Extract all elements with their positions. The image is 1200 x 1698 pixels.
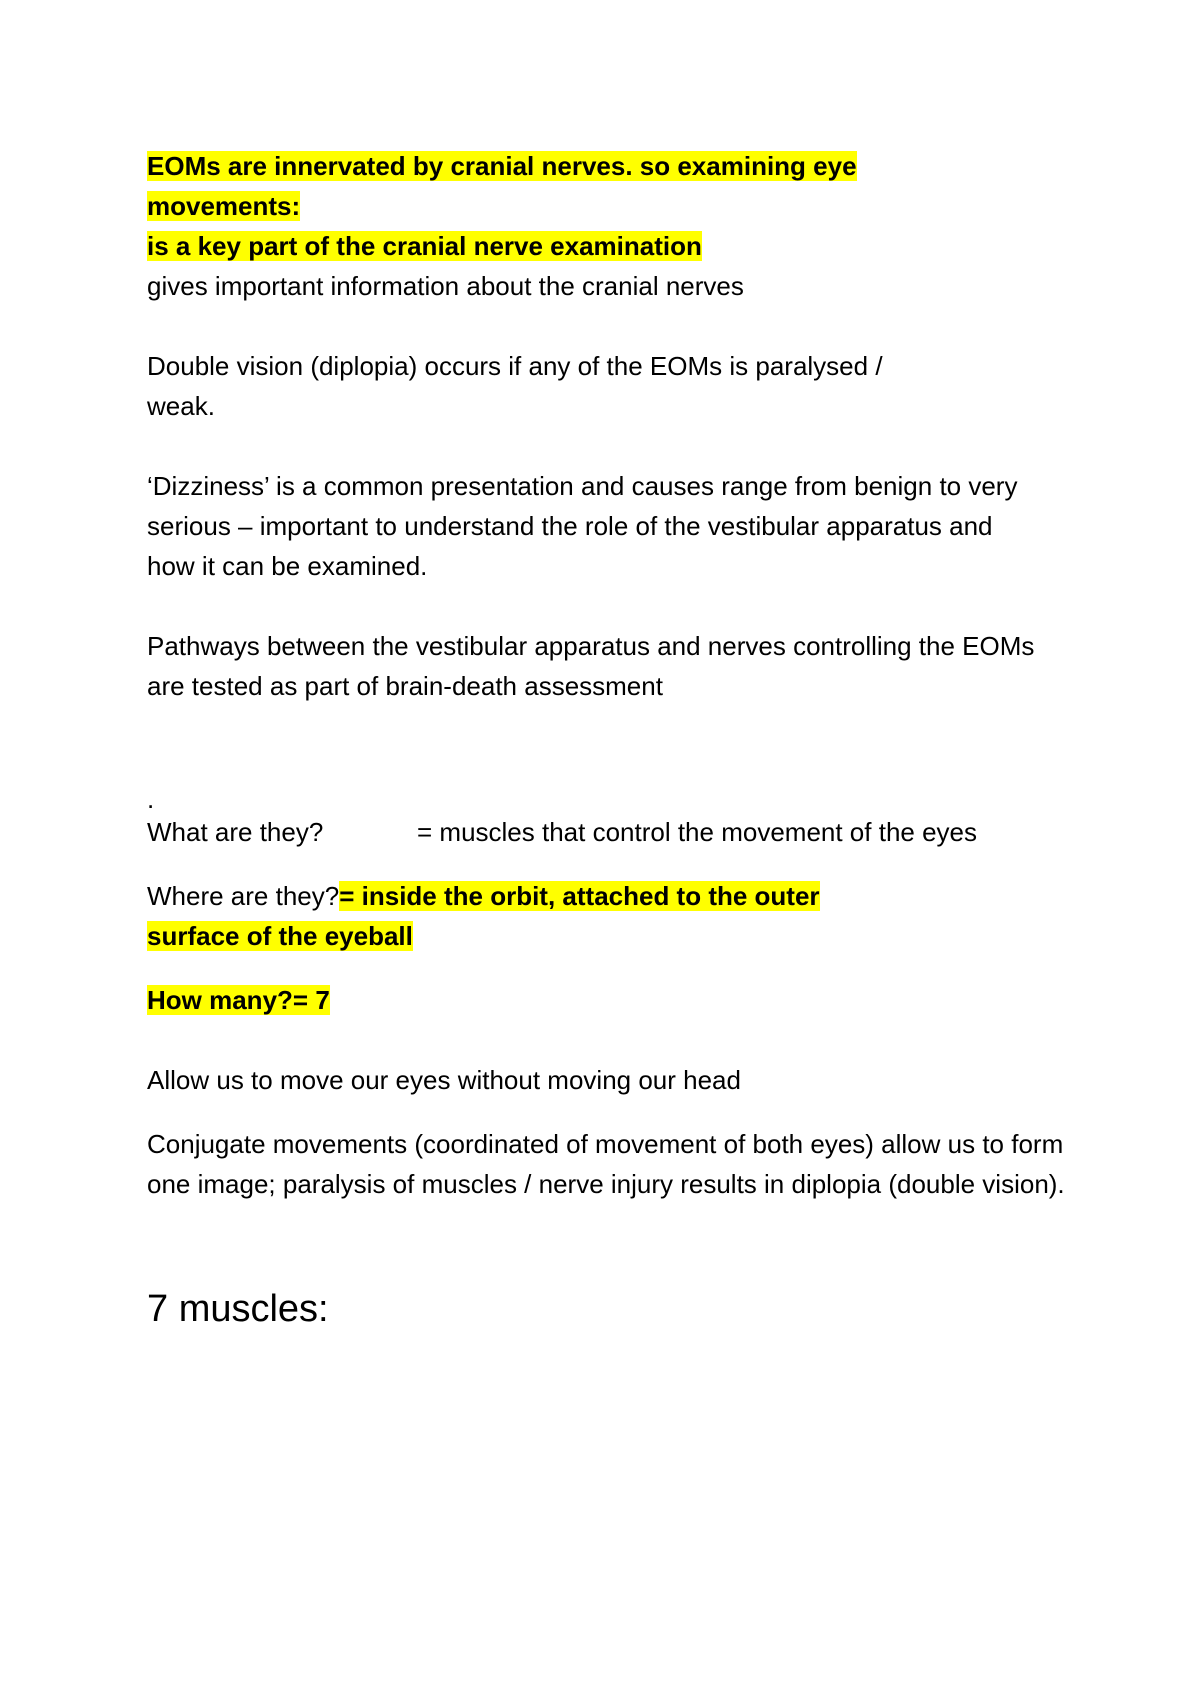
paragraph-diplopia: Double vision (diplopia) occurs if any of the EOMs is paralysed / weak. — [147, 351, 883, 421]
intro-highlight-line-3: is a key part of the cranial nerve examination — [147, 231, 702, 261]
section-heading: 7 muscles: — [147, 1288, 329, 1330]
qa-howmany-highlight — [147, 985, 330, 1015]
intro-highlight-line-1: EOMs are innervated by cranial nerves. so examining eye — [147, 151, 857, 181]
spacer — [147, 1204, 1087, 1284]
spacer — [147, 706, 1087, 786]
spacer — [147, 426, 1087, 466]
qa-where-row — [147, 876, 1087, 956]
qa-howmany-row — [147, 980, 1087, 1020]
note-conjugate: Conjugate movements (coordinated of movement of both eyes) allow us to form one image; paralysis of muscles / nerve injury results in diplopia (double vision). — [147, 1129, 1065, 1199]
intro-highlight-block — [147, 146, 1087, 306]
spacer — [147, 1100, 1087, 1124]
spacer — [147, 956, 1087, 980]
qa-what-row — [147, 812, 1087, 852]
qa-what-question: What are they? — [147, 817, 324, 847]
separator-dot: . — [147, 784, 155, 814]
qa-where-question: Where are they? — [147, 881, 340, 911]
qa-where-answer-line-2: surface of the eyeball — [147, 921, 413, 951]
spacer — [147, 1020, 1087, 1060]
qa-what-answer: = muscles that control the movement of the eyes — [417, 817, 978, 847]
intro-plain-line: gives important information about the cranial nerves — [147, 271, 744, 301]
spacer — [147, 306, 1087, 346]
intro-highlight-line-2: movements: — [147, 191, 301, 221]
qa-howmany-answer: = 7 — [292, 985, 330, 1015]
document-body — [147, 146, 1087, 1334]
paragraph-pathways: Pathways between the vestibular apparatus and nerves controlling the EOMs are tested as part of brain-death assessment — [147, 631, 1035, 701]
spacer — [147, 852, 1087, 876]
qa-where-answer-line-1: = inside the orbit, attached to the outer — [339, 881, 820, 911]
qa-howmany-question: How many? — [147, 985, 293, 1015]
note-allow: Allow us to move our eyes without moving our head — [147, 1065, 741, 1095]
spacer — [147, 586, 1087, 626]
paragraph-dizziness: ‘Dizziness’ is a common presentation and causes range from benign to very serious – important to understand the role of the vestibular apparatus and how it can be examined. — [147, 471, 1018, 581]
